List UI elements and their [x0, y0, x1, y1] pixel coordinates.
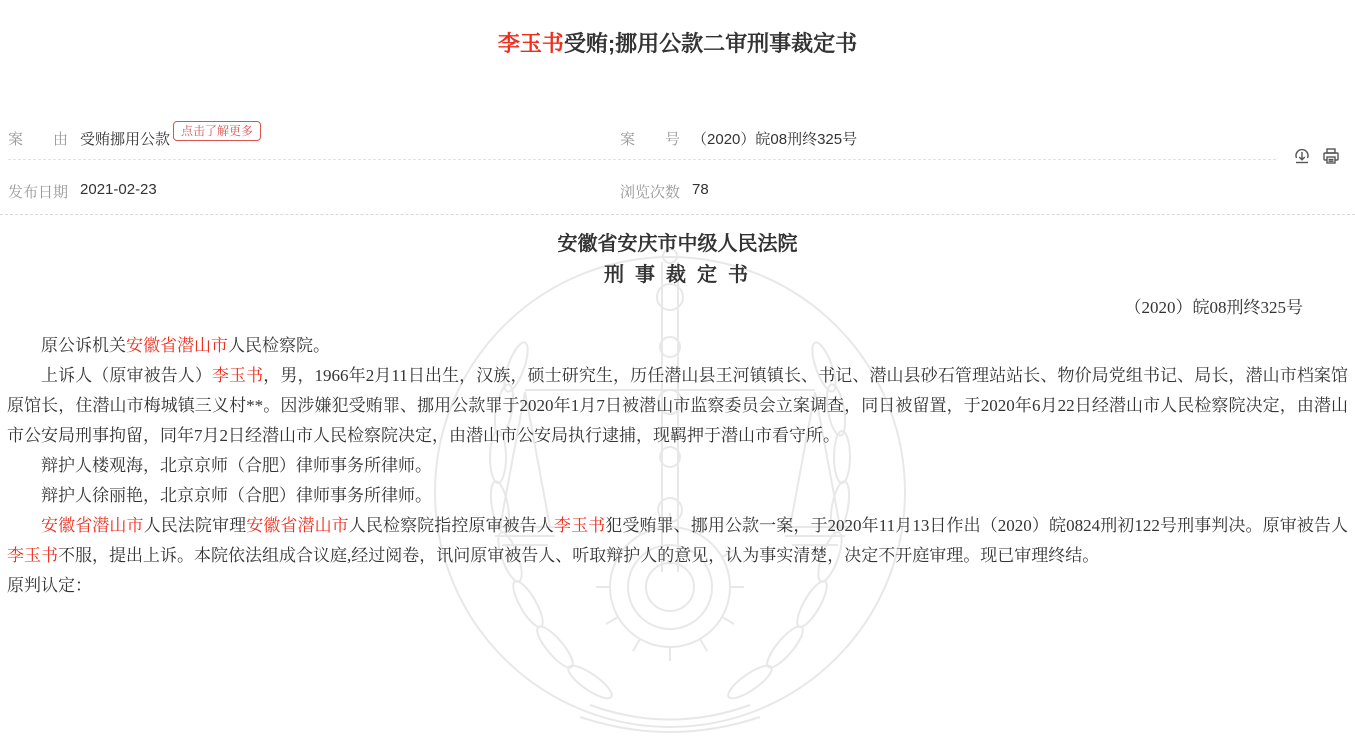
metadata-section — [0, 126, 1355, 215]
paragraph — [7, 481, 1348, 511]
text-segment: 上诉人（原审被告人） — [41, 366, 212, 385]
publish-date-label: 发布日期 — [8, 184, 69, 201]
entity-link[interactable]: 李玉书 — [7, 546, 58, 565]
paragraph — [7, 511, 1348, 571]
document-type: 刑 事 裁 定 书 — [604, 264, 751, 286]
views-field — [620, 181, 709, 202]
text-segment: 原公诉机关 — [41, 336, 126, 355]
title-rest: 受贿;挪用公款二审刑事裁定书 — [563, 31, 858, 56]
entity-link[interactable]: 李玉书 — [211, 366, 264, 385]
cause-label: 案 由 — [8, 131, 69, 148]
text-segment: 辩护人楼观海，北京京师（合肥）律师事务所律师。 — [41, 456, 432, 475]
page-title — [0, 30, 1355, 58]
court-name: 安徽省安庆市中级人民法院 — [557, 233, 798, 255]
cause-field — [8, 124, 620, 149]
entity-link[interactable]: 李玉书 — [553, 516, 606, 535]
cause-value: 受贿挪用公款 — [80, 131, 171, 148]
entity-link[interactable]: 安徽省潜山市 — [246, 516, 349, 535]
document-section — [0, 215, 1355, 601]
print-icon[interactable] — [1321, 146, 1341, 166]
document-paragraphs — [7, 331, 1348, 601]
publish-date-value: 2021-02-23 — [80, 181, 157, 198]
paragraph — [7, 451, 1348, 481]
learn-more-badge[interactable]: 点击了解更多 — [173, 121, 261, 141]
metadata-row-1 — [0, 126, 1355, 170]
text-segment: 人民检察院。 — [228, 336, 330, 355]
views-value: 78 — [692, 181, 709, 198]
paragraph — [7, 361, 1348, 451]
text-segment: 人民法院审理 — [143, 516, 247, 535]
text-segment: 原判认定： — [7, 576, 92, 595]
metadata-row-2 — [0, 170, 1355, 215]
text-segment: 犯受贿罪、挪用公款一案，于2020年11月13日作出（2020）皖0824刑初122号刑事判决。原审被告人 — [605, 516, 1348, 535]
text-segment: ，男，1966年2月11日出生，汉族，硕士研究生，历任潜山县王河镇镇长、书记、潜山县砂石管理站站长、物价局党组书记、局长，潜山市档案馆原馆长，住潜山市梅城镇三义村**。因涉嫌犯受贿罪、挪用公款罪于2020年1月7日被潜山市监察委员会立案调查，同日被留置，于2020年6月22日经潜山市人民检察院决定，由潜山市公安局刑事拘留，同年7月2日经潜山市人民检察院决定，由潜山市公安局执行逮捕，现羁押于潜山市看守所。 — [7, 366, 1349, 445]
case-number-field — [620, 128, 857, 149]
views-label: 浏览次数 — [620, 184, 681, 201]
document-case-number: （2020）皖08刑终325号 — [1124, 298, 1303, 317]
text-segment: 辩护人徐丽艳，北京京师（合肥）律师事务所律师。 — [41, 486, 432, 505]
toolbar — [1292, 146, 1341, 166]
title-highlight: 李玉书 — [497, 31, 564, 56]
paragraph — [7, 331, 1348, 361]
entity-link[interactable]: 安徽省潜山市 — [41, 516, 144, 535]
text-segment: 人民检察院指控原审被告人 — [348, 516, 554, 535]
paragraph — [7, 571, 1348, 601]
case-number-label: 案 号 — [620, 131, 681, 148]
text-segment: 不服，提出上诉。本院依法组成合议庭,经过阅卷，讯问原审被告人、听取辩护人的意见，认为事实清楚，决定不开庭审理。现已审理终结。 — [58, 546, 1100, 565]
case-number-value: （2020）皖08刑终325号 — [692, 131, 858, 148]
entity-link[interactable]: 安徽省潜山市 — [126, 336, 228, 355]
download-icon[interactable] — [1292, 146, 1312, 166]
publish-date-field — [8, 181, 620, 202]
